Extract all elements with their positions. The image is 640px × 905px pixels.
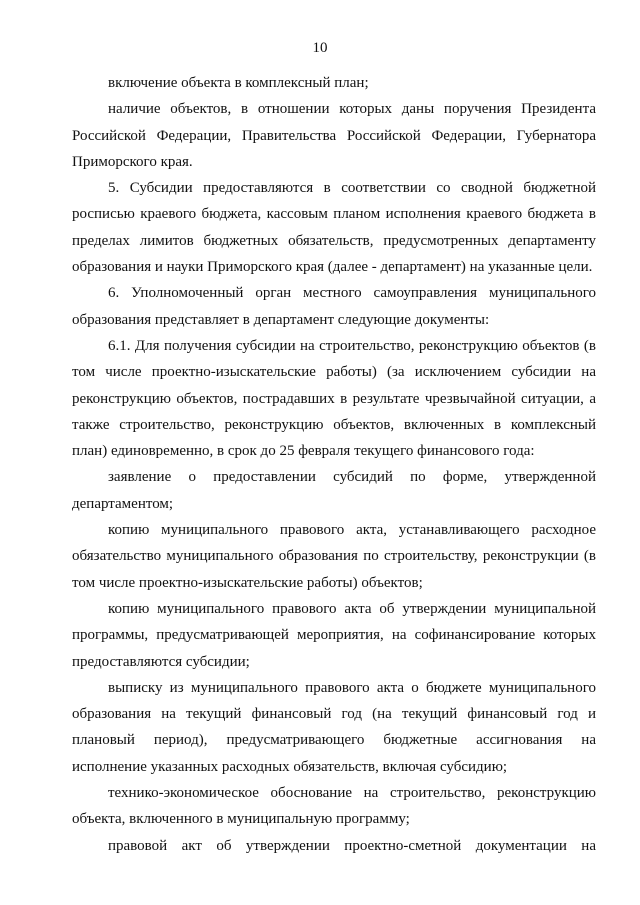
paragraph-complex-plan: включение объекта в комплексный план; — [108, 75, 369, 91]
paragraph-presidential-orders: наличие объектов, в отношении которых даны поручения Президента Российской Федерации, Правительства Российской Федерации, Губернатора Приморского края. — [72, 101, 596, 170]
paragraph-feasibility-study: технико-экономическое обоснование на строительство, реконструкцию объекта, включенного в муниципальную программу; — [72, 785, 596, 828]
paragraph-item-5: 5. Субсидии предоставляются в соответствии со сводной бюджетной росписью краевого бюджета, кассовым планом исполнения краевого бюджета в пределах лимитов бюджетных обязательств, предусмотренных департаменту образования и науки Приморского края (далее - департамент) на указанные цели. — [72, 180, 596, 276]
paragraph-legal-act-program: копию муниципального правового акта об утверждении муниципальной программы, предусматривающей мероприятия, на софинансирование которых предоставляются субсидии; — [72, 600, 596, 670]
paragraph-legal-act-obligation: копию муниципального правового акта, устанавливающего расходное обязательство муниципального образования по строительству, реконструкции (в том числе проектно-изыскательские работы) объектов; — [72, 522, 596, 591]
paragraph-budget-extract: выписку из муниципального правового акта о бюджете муниципального образования на текущий финансовый год (на текущий финансовый год и плановый период), предусматривающего бюджетные ассигнования на исполнение указанных расходных обязательств, включая субсидию; — [72, 679, 596, 775]
page-number: 10 — [312, 40, 328, 56]
document-body — [72, 70, 596, 859]
paragraph-design-documentation: правовой акт об утверждении проектно-сметной документации на — [108, 837, 596, 854]
paragraph-item-6: 6. Уполномоченный орган местного самоуправления муниципального образования представляет в департамент следующие документы: — [72, 285, 596, 328]
paragraph-item-6-1: 6.1. Для получения субсидии на строительство, реконструкцию объектов (в том числе проектно-изыскательские работы) (за исключением субсидии на реконструкцию объектов, пострадавших в результате чрезвычайной ситуации, а также строительство, реконструкцию объектов, включенных в комплексный план) единовременно, в срок до 25 февраля текущего финансового года: — [72, 337, 596, 460]
paragraph-application: заявление о предоставлении субсидий по форме, утвержденной департаментом; — [72, 469, 596, 512]
